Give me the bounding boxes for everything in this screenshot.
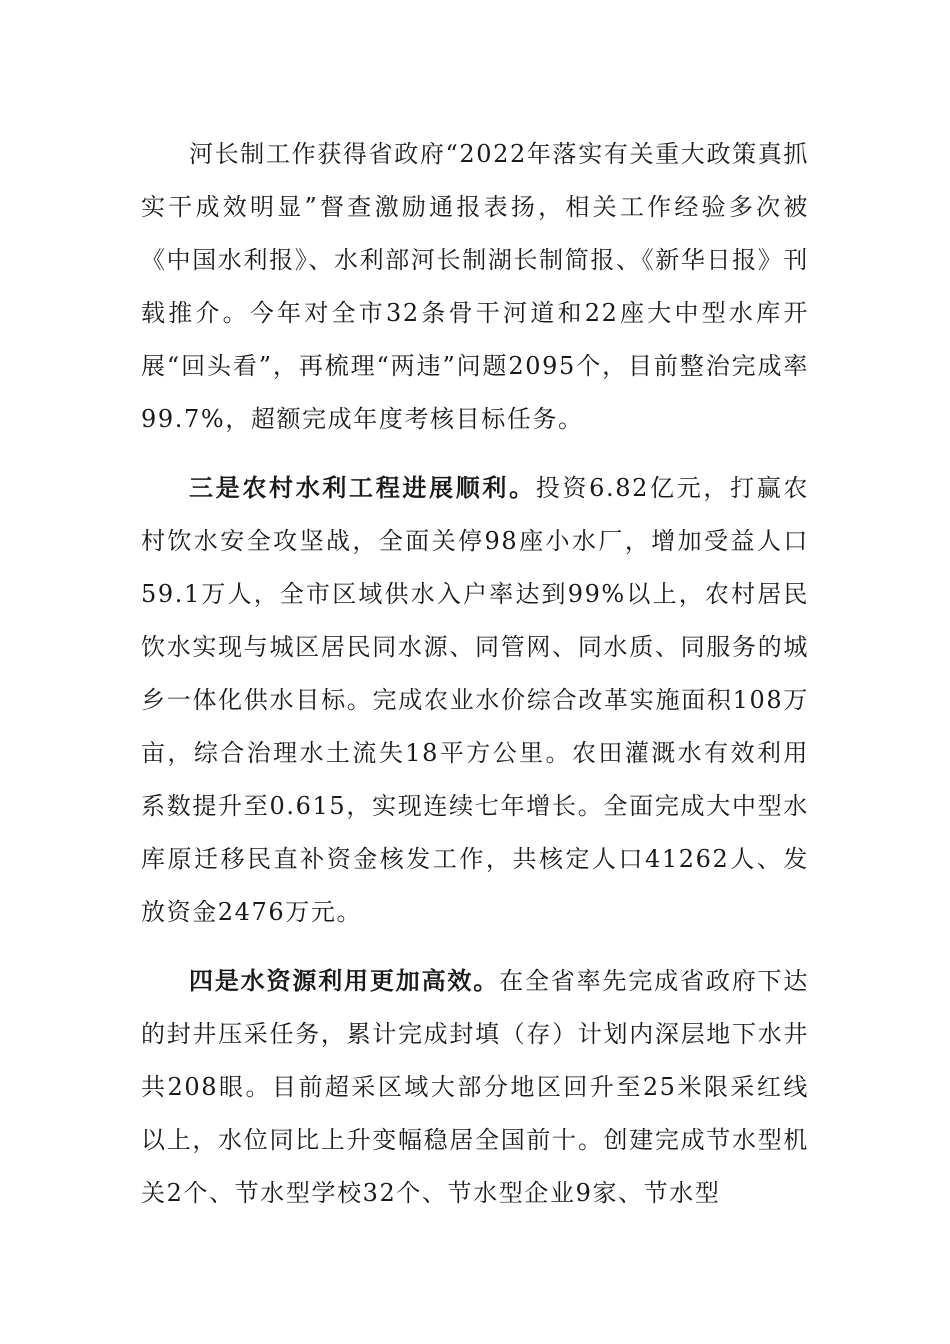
paragraph-river-chief	[141, 127, 809, 446]
document-body	[141, 127, 809, 1220]
paragraph-text: 河长制工作获得省政府“2022年落实有关重大政策真抓实干成效明显”督查激励通报表扬，相关工作经验多次被《中国水利报》、水利部河长制湖长制简报、《新华日报》刊载推介。今年对全市32条骨干河道和22座大中型水库开展“回头看”，再梳理“两违”问题2095个，目前整治完成率99.7%，超额完成年度考核目标任务。	[141, 140, 809, 433]
paragraph-water-resources	[141, 954, 809, 1220]
paragraph-lead: 三是农村水利工程进展顺利。	[189, 473, 536, 502]
paragraph-text: 在全省率先完成省政府下达的封井压采任务，累计完成封填（存）计划内深层地下水井共208眼。目前超采区域大部分地区回升至25米限采红线以上，水位同比上升变幅稳居全国前十。创建完成节水型机关2个、节水型学校32个、节水型企业9家、节水型	[141, 967, 809, 1207]
paragraph-rural-water	[141, 461, 809, 939]
paragraph-text: 投资6.82亿元，打赢农村饮水安全攻坚战，全面关停98座小水厂，增加受益人口59.1万人，全市区域供水入户率达到99%以上，农村居民饮水实现与城区居民同水源、同管网、同水质、同服务的城乡一体化供水目标。完成农业水价综合改革实施面积108万亩，综合治理水土流失18平方公里。农田灌溉水有效利用系数提升至0.615，实现连续七年增长。全面完成大中型水库原迁移民直补资金核发工作，共核定人口41262人、发放资金2476万元。	[141, 474, 809, 926]
paragraph-lead: 四是水资源利用更加高效。	[189, 966, 500, 995]
